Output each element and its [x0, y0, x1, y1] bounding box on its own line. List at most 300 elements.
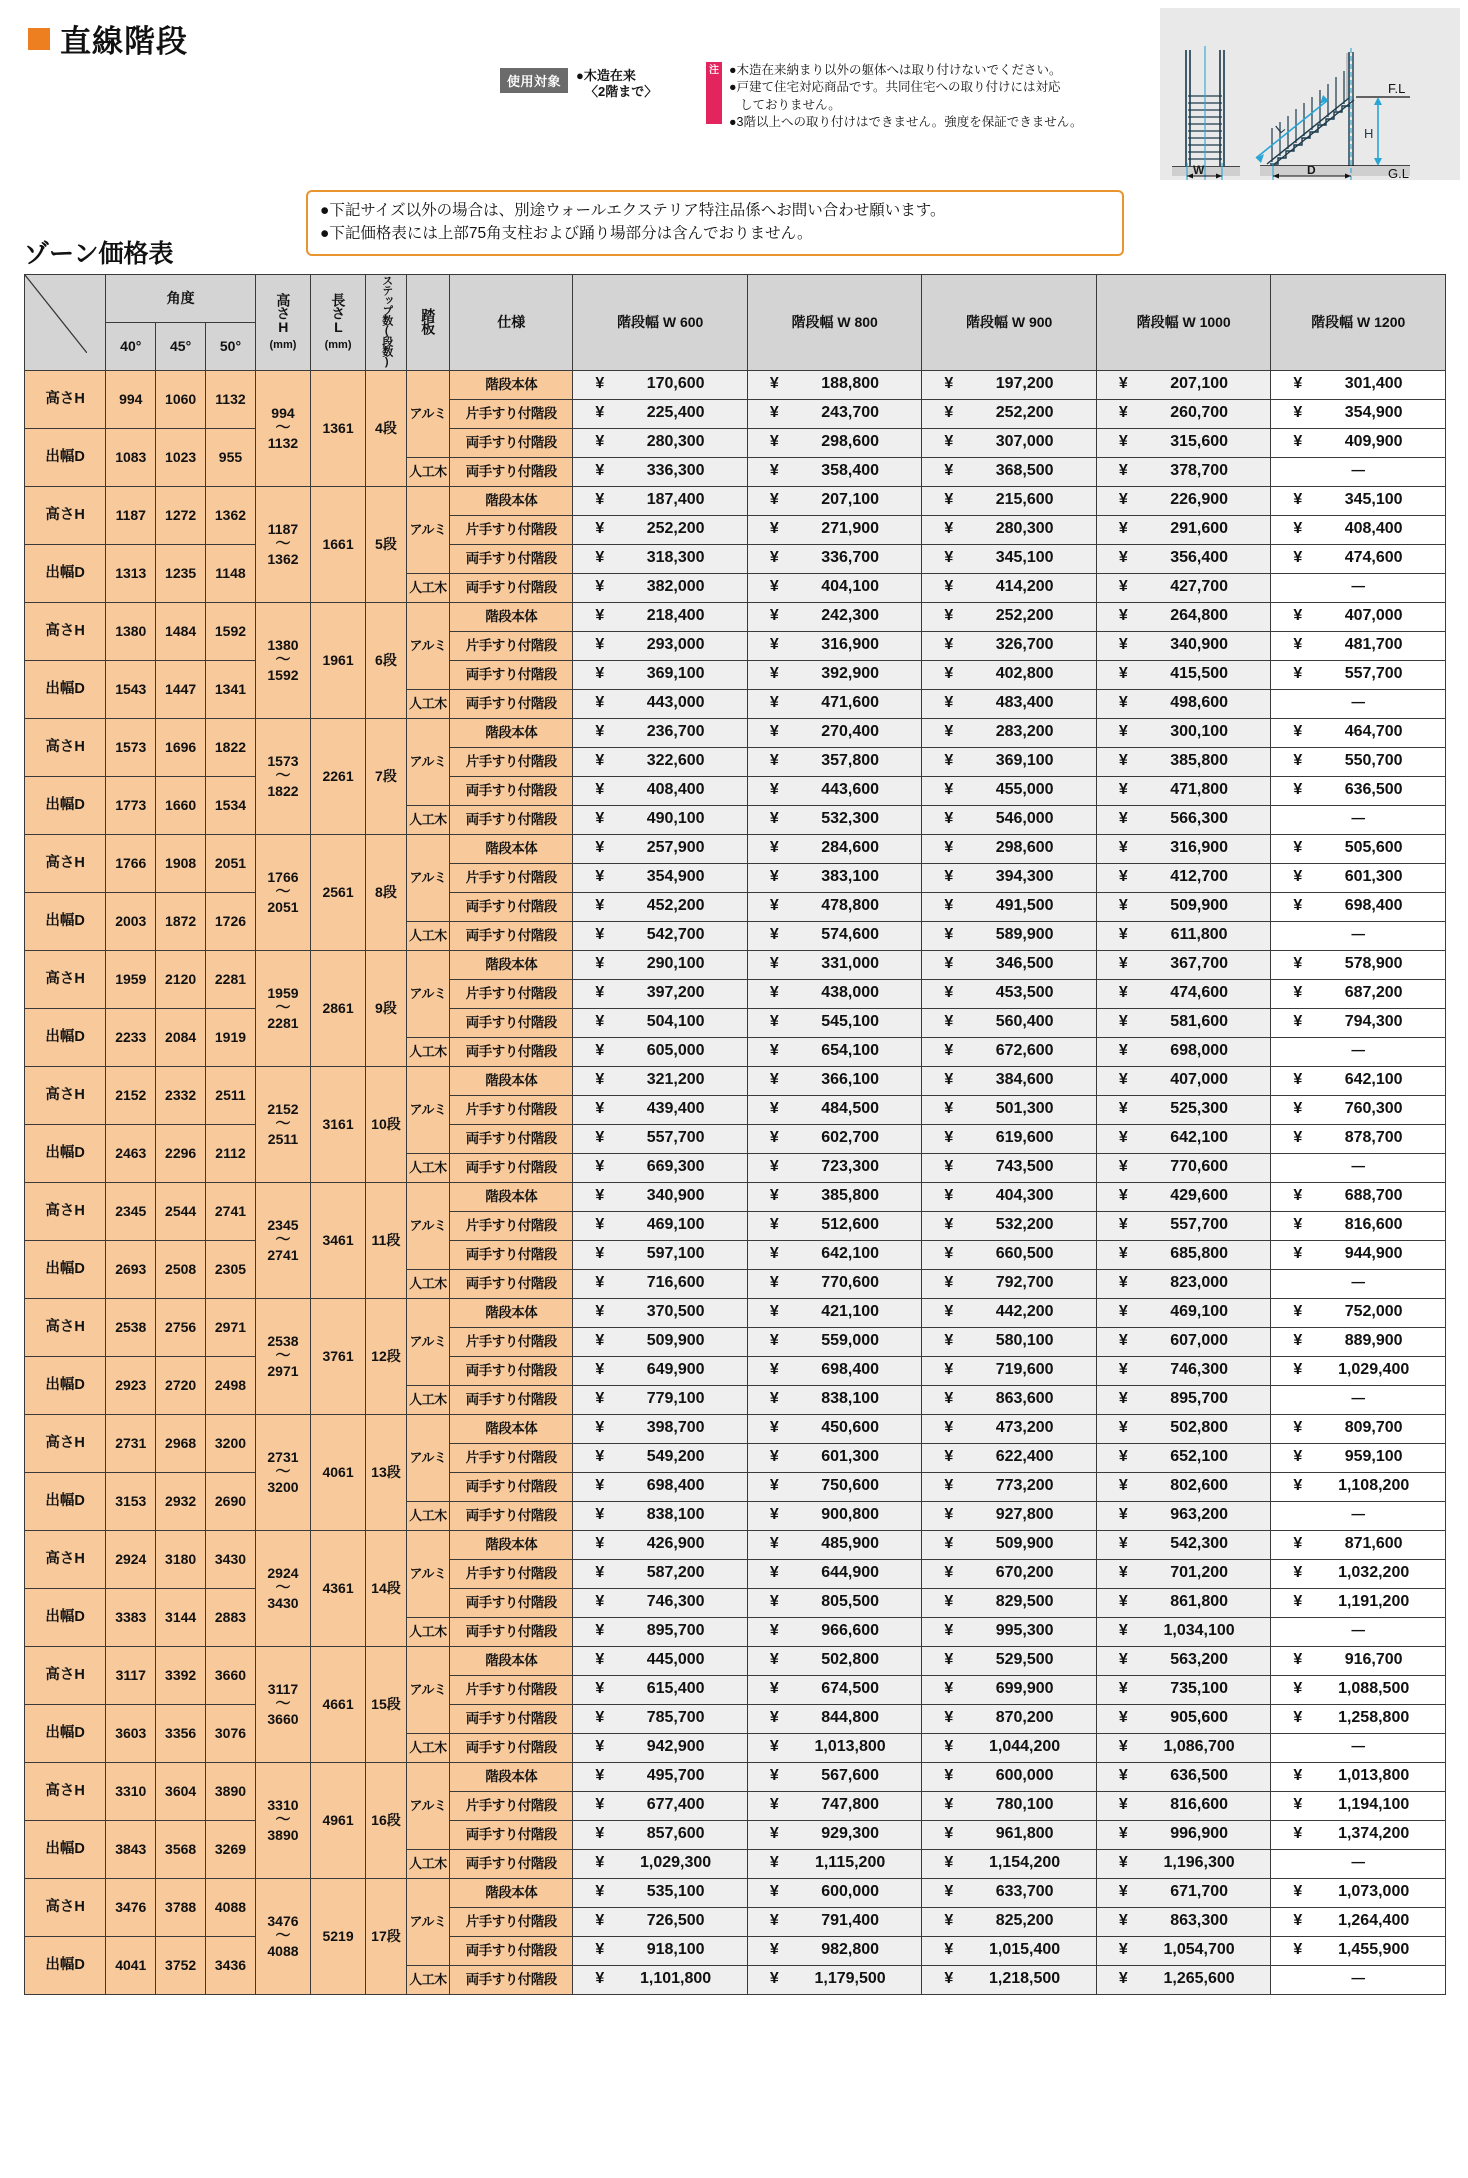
height-range-max: 4088: [267, 1943, 299, 1960]
cell-price: ¥ 1,179,500: [747, 1965, 922, 1994]
yen-symbol: ¥: [1118, 781, 1128, 799]
cell-spec: 両手すり付階段: [450, 892, 573, 921]
cell-price: ¥ 660,500: [922, 1240, 1097, 1269]
cell-steps: 7段: [366, 718, 407, 834]
cell-price: ¥ 735,100: [1096, 1675, 1271, 1704]
row-label-height: 高さH: [25, 1530, 106, 1588]
cell-price: ¥ 316,900: [747, 631, 922, 660]
cell-material-wood: 人工木: [406, 1733, 449, 1762]
cell-material-wood: 人工木: [406, 805, 449, 834]
cell-price: ¥ 652,100: [1096, 1443, 1271, 1472]
cell-price: ¥ 752,000: [1271, 1298, 1446, 1327]
height-range-min: 1187: [267, 520, 299, 537]
cell-price: ¥ 1,455,900: [1271, 1936, 1446, 1965]
cell-material-wood: 人工木: [406, 1153, 449, 1182]
cell-price: ¥ 688,700: [1271, 1182, 1446, 1211]
cell-price-na: －: [1271, 1849, 1446, 1878]
cell-material-wood: 人工木: [406, 1617, 449, 1646]
height-range-min: 1766: [267, 868, 299, 885]
yen-symbol: ¥: [1118, 1535, 1128, 1553]
cell-price: ¥ 773,200: [922, 1472, 1097, 1501]
yen-symbol: ¥: [595, 1477, 605, 1495]
cell-price: ¥ 316,900: [1096, 834, 1271, 863]
title-square-icon: [28, 28, 50, 50]
cell-price: ¥ 321,200: [573, 1066, 748, 1095]
cell-price: ¥ 791,400: [747, 1907, 922, 1936]
cell-price: ¥ 498,600: [1096, 689, 1271, 718]
yen-symbol: ¥: [769, 1361, 779, 1379]
yen-symbol: ¥: [769, 1332, 779, 1350]
height-range-min: 3476: [267, 1912, 299, 1929]
yen-symbol: ¥: [595, 1506, 605, 1524]
yen-symbol: ¥: [1293, 1941, 1303, 1959]
cell-price: ¥ 280,300: [922, 515, 1097, 544]
yen-symbol: ¥: [1118, 665, 1128, 683]
yen-symbol: ¥: [595, 1709, 605, 1727]
yen-symbol: ¥: [1118, 1419, 1128, 1437]
yen-symbol: ¥: [595, 1419, 605, 1437]
cell-price: ¥ 215,600: [922, 486, 1097, 515]
cell-steps: 16段: [366, 1762, 407, 1878]
zone-price-table-label: ゾーン価格表: [24, 240, 174, 268]
cell-price: ¥ 502,800: [747, 1646, 922, 1675]
cell-price: ¥ 283,200: [922, 718, 1097, 747]
table-row: [25, 1124, 1446, 1153]
table-row: [25, 1530, 1446, 1559]
header-angle-45: 45°: [156, 322, 206, 370]
yen-symbol: ¥: [1293, 549, 1303, 567]
usage-target-line1: ●木造在来: [576, 68, 636, 83]
cell-price-na: －: [1271, 1501, 1446, 1530]
cell-spec: 両手すり付階段: [450, 1008, 573, 1037]
yen-symbol: ¥: [944, 1071, 954, 1089]
cell-price: ¥ 384,600: [922, 1066, 1097, 1095]
cell-price-na: －: [1271, 1385, 1446, 1414]
cell-spec: 両手すり付階段: [450, 1153, 573, 1182]
cell-price: ¥ 407,000: [1271, 602, 1446, 631]
cell-spec: 両手すり付階段: [450, 1037, 573, 1066]
cell-price: ¥ 1,374,200: [1271, 1820, 1446, 1849]
cell-price: ¥ 271,900: [747, 515, 922, 544]
cell-price: ¥ 863,300: [1096, 1907, 1271, 1936]
cell-height-angle-40: 1573: [106, 718, 156, 776]
cell-depth-angle-40: 2693: [106, 1240, 156, 1298]
cell-spec: 階段本体: [450, 1414, 573, 1443]
cell-height-angle-50: 3890: [206, 1762, 256, 1820]
cell-material-alumi: アルミ: [406, 718, 449, 805]
yen-symbol: ¥: [1118, 926, 1128, 944]
row-label-depth: 出幅D: [25, 660, 106, 718]
cell-height-angle-45: 2756: [156, 1298, 206, 1356]
cell-height-range: [255, 1646, 310, 1762]
yen-symbol: ¥: [595, 1303, 605, 1321]
cell-price: ¥ 644,900: [747, 1559, 922, 1588]
cell-height-angle-45: 3180: [156, 1530, 206, 1588]
table-row: [25, 1008, 1446, 1037]
cell-price: ¥ 878,700: [1271, 1124, 1446, 1153]
cell-price: ¥ 1,196,300: [1096, 1849, 1271, 1878]
yen-symbol: ¥: [1118, 404, 1128, 422]
cell-material-wood: 人工木: [406, 1849, 449, 1878]
cell-steps: 11段: [366, 1182, 407, 1298]
yen-symbol: ¥: [944, 1535, 954, 1553]
cell-price: ¥ 170,600: [573, 370, 748, 399]
cell-height-range: [255, 486, 310, 602]
cell-price: ¥ 805,500: [747, 1588, 922, 1617]
yen-symbol: ¥: [1118, 1506, 1128, 1524]
cell-price: ¥ 509,900: [573, 1327, 748, 1356]
header-w1200: 階段幅 W 1200: [1271, 275, 1446, 371]
cell-height-range: [255, 1878, 310, 1994]
cell-price: ¥ 509,900: [1096, 892, 1271, 921]
cell-spec: 両手すり付階段: [450, 428, 573, 457]
yen-symbol: ¥: [769, 1680, 779, 1698]
price-table-wrap: [24, 274, 1446, 1995]
cell-price: ¥ 495,700: [573, 1762, 748, 1791]
yen-symbol: ¥: [595, 404, 605, 422]
yen-symbol: ¥: [769, 1419, 779, 1437]
cell-price: ¥ 870,200: [922, 1704, 1097, 1733]
cell-height-angle-45: 1060: [156, 370, 206, 428]
yen-symbol: ¥: [944, 1506, 954, 1524]
cell-price-na: －: [1271, 1733, 1446, 1762]
cell-price: ¥ 698,000: [1096, 1037, 1271, 1066]
cell-height-angle-50: 2511: [206, 1066, 256, 1124]
table-row: [25, 1646, 1446, 1675]
cell-price: ¥ 301,400: [1271, 370, 1446, 399]
yen-symbol: ¥: [944, 1042, 954, 1060]
cell-price: ¥ 307,000: [922, 428, 1097, 457]
cell-price: ¥ 331,000: [747, 950, 922, 979]
yen-symbol: ¥: [769, 520, 779, 538]
cell-price: ¥ 542,700: [573, 921, 748, 950]
cell-spec: 両手すり付階段: [450, 660, 573, 689]
yen-symbol: ¥: [1118, 607, 1128, 625]
cell-price: ¥ 207,100: [747, 486, 922, 515]
cell-price: ¥ 716,600: [573, 1269, 748, 1298]
yen-symbol: ¥: [595, 1216, 605, 1234]
table-row: [25, 1588, 1446, 1617]
cell-price: ¥ 1,194,100: [1271, 1791, 1446, 1820]
yen-symbol: ¥: [1293, 1825, 1303, 1843]
cell-depth-angle-45: 1023: [156, 428, 206, 486]
cell-spec: 両手すり付階段: [450, 776, 573, 805]
cell-height-angle-45: 1908: [156, 834, 206, 892]
yen-symbol: ¥: [944, 1883, 954, 1901]
cell-price: ¥ 1,086,700: [1096, 1733, 1271, 1762]
cell-price: ¥ 1,154,200: [922, 1849, 1097, 1878]
cell-price: ¥ 672,600: [922, 1037, 1097, 1066]
cell-price: ¥ 300,100: [1096, 718, 1271, 747]
cell-price: ¥ 407,000: [1096, 1066, 1271, 1095]
yen-symbol: ¥: [1118, 375, 1128, 393]
height-range-max: 1822: [267, 783, 299, 800]
cell-price: ¥ 252,200: [922, 399, 1097, 428]
yen-symbol: ¥: [1293, 1477, 1303, 1495]
yen-symbol: ¥: [1293, 404, 1303, 422]
yen-symbol: ¥: [1118, 752, 1128, 770]
yen-symbol: ¥: [769, 1100, 779, 1118]
yen-symbol: ¥: [1118, 810, 1128, 828]
cell-steps: 9段: [366, 950, 407, 1066]
cell-steps: 12段: [366, 1298, 407, 1414]
yen-symbol: ¥: [595, 1071, 605, 1089]
cell-material-alumi: アルミ: [406, 1878, 449, 1965]
cell-spec: 両手すり付階段: [450, 1501, 573, 1530]
usage-target-line2: 〈2階まで〉: [585, 84, 658, 100]
cell-price-na: －: [1271, 689, 1446, 718]
cell-price: ¥ 1,044,200: [922, 1733, 1097, 1762]
cell-price: ¥ 816,600: [1271, 1211, 1446, 1240]
cell-price: ¥ 581,600: [1096, 1008, 1271, 1037]
cell-spec: 両手すり付階段: [450, 689, 573, 718]
cell-price: ¥ 750,600: [747, 1472, 922, 1501]
cell-steps: 17段: [366, 1878, 407, 1994]
cell-depth-angle-50: 955: [206, 428, 256, 486]
yen-symbol: ¥: [595, 839, 605, 857]
yen-symbol: ¥: [769, 1564, 779, 1582]
yen-symbol: ¥: [1118, 955, 1128, 973]
cell-price: ¥ 485,900: [747, 1530, 922, 1559]
yen-symbol: ¥: [1118, 1854, 1128, 1872]
cell-price: ¥ 557,700: [1271, 660, 1446, 689]
corner-diagonal-icon: [25, 275, 87, 353]
yen-symbol: ¥: [1118, 839, 1128, 857]
cell-depth-angle-40: 2923: [106, 1356, 156, 1414]
yen-symbol: ¥: [1118, 1303, 1128, 1321]
yen-symbol: ¥: [769, 1535, 779, 1553]
cell-price: ¥ 345,100: [922, 544, 1097, 573]
table-row: [25, 1182, 1446, 1211]
yen-symbol: ¥: [1118, 1593, 1128, 1611]
yen-symbol: ¥: [944, 665, 954, 683]
yen-symbol: ¥: [944, 752, 954, 770]
cell-price: ¥ 429,600: [1096, 1182, 1271, 1211]
cell-spec: 片手すり付階段: [450, 979, 573, 1008]
cell-price: ¥ 605,000: [573, 1037, 748, 1066]
cell-spec: 階段本体: [450, 1182, 573, 1211]
cell-spec: 片手すり付階段: [450, 1791, 573, 1820]
cell-price: ¥ 589,900: [922, 921, 1097, 950]
height-range-max: 3430: [267, 1595, 299, 1612]
yen-symbol: ¥: [944, 1825, 954, 1843]
cell-height-range: [255, 718, 310, 834]
cell-spec: 片手すり付階段: [450, 399, 573, 428]
cell-height-angle-45: 2544: [156, 1182, 206, 1240]
cell-steps: 10段: [366, 1066, 407, 1182]
cell-price: ¥ 1,108,200: [1271, 1472, 1446, 1501]
cell-price: ¥ 404,300: [922, 1182, 1097, 1211]
cell-price: ¥ 367,700: [1096, 950, 1271, 979]
header-steps: [366, 275, 407, 371]
cell-height-angle-40: 1380: [106, 602, 156, 660]
yen-symbol: ¥: [944, 433, 954, 451]
cell-depth-angle-45: 2084: [156, 1008, 206, 1066]
price-table: [24, 274, 1446, 1995]
table-row: [25, 1704, 1446, 1733]
cell-length-l: 1361: [311, 370, 366, 486]
yen-symbol: ¥: [1118, 1564, 1128, 1582]
height-range-max: 2511: [267, 1131, 299, 1148]
cell-depth-angle-40: 1313: [106, 544, 156, 602]
yen-symbol: ¥: [944, 1216, 954, 1234]
yen-symbol: ¥: [1118, 694, 1128, 712]
yen-symbol: ¥: [769, 1912, 779, 1930]
cell-spec: 片手すり付階段: [450, 1327, 573, 1356]
yen-symbol: ¥: [944, 1274, 954, 1292]
cell-price: ¥ 369,100: [573, 660, 748, 689]
yen-symbol: ¥: [944, 549, 954, 567]
cell-price: ¥ 601,300: [1271, 863, 1446, 892]
cell-price: ¥ 580,100: [922, 1327, 1097, 1356]
yen-symbol: ¥: [595, 1361, 605, 1379]
yen-symbol: ¥: [1293, 1303, 1303, 1321]
yen-symbol: ¥: [944, 1593, 954, 1611]
cell-depth-angle-50: 1919: [206, 1008, 256, 1066]
cell-spec: 片手すり付階段: [450, 747, 573, 776]
yen-symbol: ¥: [1118, 1013, 1128, 1031]
yen-symbol: ¥: [595, 868, 605, 886]
cell-price: ¥ 438,000: [747, 979, 922, 1008]
yen-symbol: ¥: [1293, 1912, 1303, 1930]
height-range-min: 3117: [267, 1680, 299, 1697]
cell-material-alumi: アルミ: [406, 834, 449, 921]
yen-symbol: ¥: [1118, 1071, 1128, 1089]
yen-symbol: ¥: [1293, 1680, 1303, 1698]
yen-symbol: ¥: [769, 1274, 779, 1292]
cell-price: ¥ 443,000: [573, 689, 748, 718]
cell-price: ¥ 615,400: [573, 1675, 748, 1704]
cell-depth-angle-50: 2690: [206, 1472, 256, 1530]
cell-steps: 15段: [366, 1646, 407, 1762]
yen-symbol: ¥: [769, 1245, 779, 1263]
cell-price: ¥ 542,300: [1096, 1530, 1271, 1559]
cell-price: ¥ 600,000: [922, 1762, 1097, 1791]
cell-price: ¥ 326,700: [922, 631, 1097, 660]
yen-symbol: ¥: [769, 1941, 779, 1959]
yen-symbol: ¥: [769, 868, 779, 886]
table-row: [25, 370, 1446, 399]
table-row: [25, 1414, 1446, 1443]
height-range-max: 1362: [267, 551, 299, 568]
cell-price: ¥ 450,600: [747, 1414, 922, 1443]
yen-symbol: ¥: [944, 1912, 954, 1930]
yen-symbol: ¥: [595, 1448, 605, 1466]
cell-depth-angle-45: 2720: [156, 1356, 206, 1414]
yen-symbol: ¥: [1293, 636, 1303, 654]
cell-depth-angle-50: 1534: [206, 776, 256, 834]
yen-symbol: ¥: [1293, 723, 1303, 741]
cell-price: ¥ 701,200: [1096, 1559, 1271, 1588]
cell-height-angle-45: 3788: [156, 1878, 206, 1936]
cell-price: ¥ 1,264,400: [1271, 1907, 1446, 1936]
yen-symbol: ¥: [944, 462, 954, 480]
range-tilde-icon: 〜: [275, 1695, 291, 1713]
cell-price: ¥ 961,800: [922, 1820, 1097, 1849]
cell-length-l: 2861: [311, 950, 366, 1066]
yen-symbol: ¥: [595, 1941, 605, 1959]
cell-price: ¥ 426,900: [573, 1530, 748, 1559]
cell-price: ¥ 642,100: [747, 1240, 922, 1269]
table-row: [25, 486, 1446, 515]
cell-height-angle-45: 2332: [156, 1066, 206, 1124]
yen-symbol: ¥: [1293, 1216, 1303, 1234]
yen-symbol: ¥: [944, 1245, 954, 1263]
yen-symbol: ¥: [1118, 1390, 1128, 1408]
yen-symbol: ¥: [944, 1390, 954, 1408]
range-tilde-icon: 〜: [275, 1115, 291, 1133]
yen-symbol: ¥: [1118, 1825, 1128, 1843]
cell-price: ¥ 1,013,800: [747, 1733, 922, 1762]
cell-price: ¥ 412,700: [1096, 863, 1271, 892]
cell-price: ¥ 944,900: [1271, 1240, 1446, 1269]
yen-symbol: ¥: [595, 897, 605, 915]
yen-symbol: ¥: [1118, 1216, 1128, 1234]
row-label-depth: 出幅D: [25, 1820, 106, 1878]
yen-symbol: ¥: [944, 1448, 954, 1466]
cell-height-angle-40: 2731: [106, 1414, 156, 1472]
cell-length-l: 4961: [311, 1762, 366, 1878]
cell-height-angle-50: 2971: [206, 1298, 256, 1356]
cell-price: ¥ 996,900: [1096, 1820, 1271, 1849]
yen-symbol: ¥: [769, 781, 779, 799]
yen-symbol: ¥: [769, 1651, 779, 1669]
row-label-height: 高さH: [25, 1182, 106, 1240]
yen-symbol: ¥: [769, 1448, 779, 1466]
yen-symbol: ¥: [1293, 1187, 1303, 1205]
yen-symbol: ¥: [944, 1129, 954, 1147]
cell-price: ¥ 611,800: [1096, 921, 1271, 950]
cell-price: ¥ 685,800: [1096, 1240, 1271, 1269]
range-tilde-icon: 〜: [275, 419, 291, 437]
cell-price: ¥ 770,600: [1096, 1153, 1271, 1182]
cell-steps: 6段: [366, 602, 407, 718]
cell-spec: 階段本体: [450, 1646, 573, 1675]
cell-spec: 両手すり付階段: [450, 1849, 573, 1878]
cell-height-angle-40: 2345: [106, 1182, 156, 1240]
yen-symbol: ¥: [944, 1767, 954, 1785]
row-label-depth: 出幅D: [25, 1472, 106, 1530]
cell-price: ¥ 453,500: [922, 979, 1097, 1008]
cell-price: ¥ 619,600: [922, 1124, 1097, 1153]
cell-price: ¥ 415,500: [1096, 660, 1271, 689]
cell-price: ¥ 474,600: [1271, 544, 1446, 573]
cell-price: ¥ 1,115,200: [747, 1849, 922, 1878]
cell-price: ¥ 225,400: [573, 399, 748, 428]
cell-price: ¥ 357,800: [747, 747, 922, 776]
cell-price: ¥ 366,100: [747, 1066, 922, 1095]
row-label-depth: 出幅D: [25, 544, 106, 602]
yen-symbol: ¥: [769, 665, 779, 683]
cell-price: ¥ 825,200: [922, 1907, 1097, 1936]
cell-price: ¥ 336,300: [573, 457, 748, 486]
cell-spec: 片手すり付階段: [450, 1443, 573, 1472]
cell-spec: 両手すり付階段: [450, 1820, 573, 1849]
yen-symbol: ¥: [595, 1883, 605, 1901]
cell-price: ¥ 600,000: [747, 1878, 922, 1907]
cell-length-l: 3461: [311, 1182, 366, 1298]
cell-price: ¥ 698,400: [573, 1472, 748, 1501]
yen-symbol: ¥: [595, 375, 605, 393]
height-range-min: 1573: [267, 752, 299, 769]
yen-symbol: ¥: [944, 1187, 954, 1205]
cell-price: ¥ 197,200: [922, 370, 1097, 399]
cell-steps: 8段: [366, 834, 407, 950]
caution-text: [729, 62, 1083, 131]
yen-symbol: ¥: [1118, 1709, 1128, 1727]
cell-price: ¥ 918,100: [573, 1936, 748, 1965]
range-tilde-icon: 〜: [275, 767, 291, 785]
